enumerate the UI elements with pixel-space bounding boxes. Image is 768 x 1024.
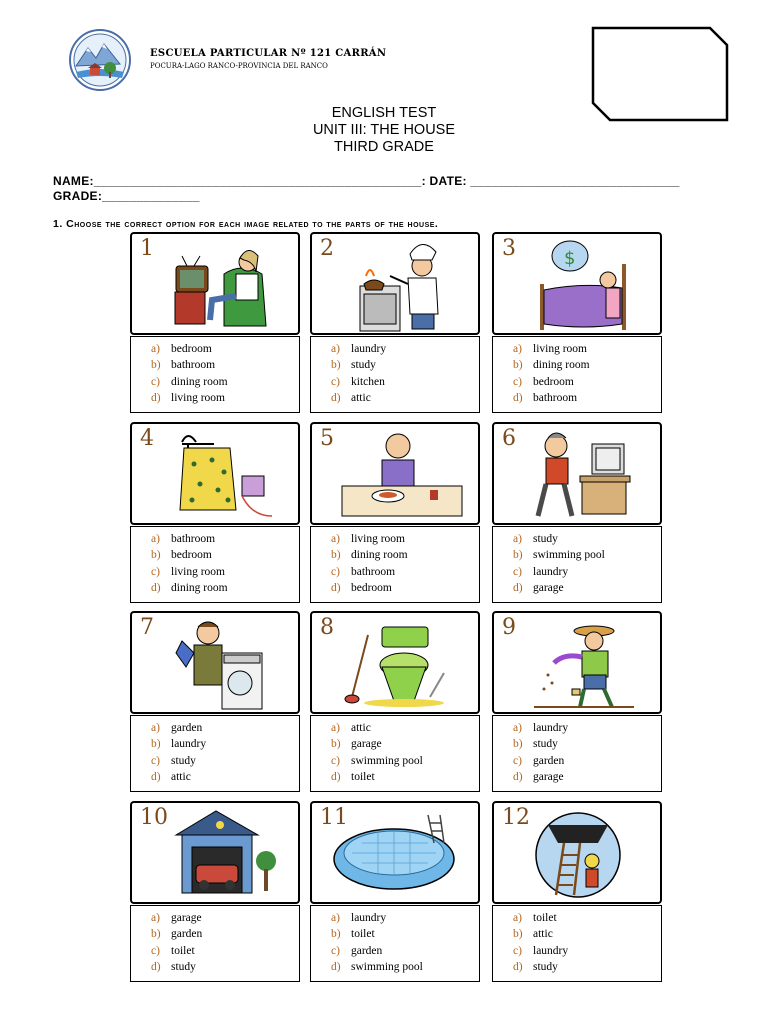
option-letter: a) [151, 722, 160, 734]
option-letter: d) [151, 581, 161, 594]
option-text: attic [351, 722, 371, 734]
options-list-4 [130, 526, 300, 603]
option-letter: a) [331, 722, 340, 734]
option-text: bedroom [171, 549, 212, 562]
option-letter: c) [331, 754, 340, 767]
option-text: study [171, 960, 196, 973]
option-choice[interactable] [513, 390, 661, 406]
option-text: garden [533, 754, 565, 767]
option-letter: c) [151, 565, 160, 578]
option-choice[interactable] [331, 564, 479, 580]
option-text: garden [351, 944, 383, 957]
toilet-icon [312, 613, 482, 716]
option-letter: a) [151, 533, 160, 545]
option-letter: c) [331, 944, 340, 957]
options-list-10 [130, 905, 300, 982]
option-choice[interactable] [513, 341, 661, 357]
question-number: 9 [502, 615, 516, 640]
option-text: living room [533, 343, 587, 355]
option-choice[interactable] [151, 910, 299, 926]
option-letter: a) [513, 343, 522, 355]
title-line-3: THIRD GRADE [334, 139, 434, 155]
option-letter: a) [513, 912, 522, 924]
question-image-1 [130, 232, 300, 335]
option-choice[interactable] [513, 357, 661, 373]
man-eating-icon [312, 424, 482, 527]
options-list-3 [492, 336, 662, 413]
option-text: living room [171, 391, 225, 404]
option-letter: b) [151, 928, 161, 941]
option-choice[interactable] [151, 341, 299, 357]
option-letter: c) [513, 375, 522, 388]
options-list-5 [310, 526, 480, 603]
option-text: laundry [351, 343, 387, 355]
option-text: laundry [171, 738, 207, 751]
options-list-2 [310, 336, 480, 413]
tv-watching-icon [132, 234, 302, 337]
grade-field[interactable]: GRADE:______________ [53, 189, 200, 203]
washing-machine-icon [132, 613, 302, 716]
option-choice[interactable] [331, 926, 479, 942]
option-letter: b) [513, 359, 523, 372]
option-text: swimming pool [533, 549, 605, 562]
option-choice[interactable] [151, 926, 299, 942]
option-letter: c) [513, 565, 522, 578]
svg-text:$: $ [564, 248, 576, 269]
option-text: garage [533, 581, 564, 594]
options-list-6 [492, 526, 662, 603]
option-letter: d) [331, 960, 341, 973]
option-choice[interactable] [151, 720, 299, 736]
option-letter: a) [331, 533, 340, 545]
option-choice[interactable] [331, 531, 479, 547]
option-choice[interactable] [331, 357, 479, 373]
option-choice[interactable] [331, 580, 479, 596]
test-title [0, 105, 768, 156]
question-number: 8 [320, 615, 334, 640]
option-text: garage [533, 770, 564, 783]
option-letter: c) [513, 754, 522, 767]
option-text: living room [351, 533, 405, 545]
option-text: study [171, 754, 196, 767]
option-choice[interactable] [331, 341, 479, 357]
option-text: study [351, 359, 376, 372]
option-letter: d) [331, 391, 341, 404]
option-text: bedroom [171, 343, 212, 355]
option-letter: b) [513, 549, 523, 562]
option-choice[interactable] [513, 564, 661, 580]
gardener-icon [494, 613, 664, 716]
option-letter: d) [151, 960, 161, 973]
question-number: 1 [140, 236, 154, 261]
option-choice[interactable] [331, 769, 479, 785]
option-choice[interactable] [513, 374, 661, 390]
shower-icon [132, 424, 302, 527]
option-letter: a) [151, 912, 160, 924]
option-text: toilet [351, 770, 375, 783]
computer-desk-icon [494, 424, 664, 527]
options-list-9 [492, 715, 662, 792]
option-choice[interactable] [331, 959, 479, 975]
option-choice[interactable] [331, 720, 479, 736]
school-address: POCURA-LAGO RANCO-PROVINCIA DEL RANCO [150, 62, 328, 70]
title-line-1: ENGLISH TEST [331, 105, 437, 121]
option-letter: b) [331, 928, 341, 941]
option-letter: d) [331, 770, 341, 783]
option-text: study [533, 960, 558, 973]
option-text: bathroom [351, 565, 396, 578]
option-letter: a) [331, 912, 340, 924]
option-letter: b) [331, 738, 341, 751]
name-date-field[interactable]: NAME:_______________________________________________: DATE: ______________________________ [53, 174, 680, 188]
option-letter: d) [513, 581, 523, 594]
option-text: bedroom [351, 581, 392, 594]
option-text: attic [533, 928, 553, 941]
option-choice[interactable] [513, 720, 661, 736]
option-text: attic [351, 391, 371, 404]
option-choice[interactable] [151, 580, 299, 596]
option-text: bathroom [171, 533, 216, 545]
option-choice[interactable] [151, 959, 299, 975]
option-text: swimming pool [351, 754, 423, 767]
option-choice[interactable] [331, 374, 479, 390]
option-choice[interactable] [151, 390, 299, 406]
option-letter: d) [331, 581, 341, 594]
option-choice[interactable] [151, 564, 299, 580]
sleeping-bed-icon [494, 234, 664, 337]
option-letter: a) [513, 533, 522, 545]
option-text: study [533, 533, 558, 545]
option-choice[interactable] [513, 753, 661, 769]
option-choice[interactable] [513, 547, 661, 563]
option-letter: c) [151, 754, 160, 767]
option-choice[interactable] [331, 753, 479, 769]
question-image-2 [310, 232, 480, 335]
options-list-1 [130, 336, 300, 413]
option-choice[interactable] [151, 753, 299, 769]
question-number: 2 [320, 236, 334, 261]
options-list-11 [310, 905, 480, 982]
option-text: swimming pool [351, 960, 423, 973]
option-letter: c) [331, 375, 340, 388]
option-letter: b) [151, 549, 161, 562]
option-letter: b) [151, 738, 161, 751]
question-image-6 [492, 422, 662, 525]
question-number: 12 [502, 805, 530, 830]
option-choice[interactable] [513, 736, 661, 752]
option-letter: a) [151, 343, 160, 355]
option-choice[interactable] [513, 926, 661, 942]
option-text: dining room [533, 359, 590, 372]
option-letter: d) [513, 391, 523, 404]
option-text: laundry [533, 565, 569, 578]
option-text: attic [171, 770, 191, 783]
option-choice[interactable] [331, 390, 479, 406]
question-image-11 [310, 801, 480, 904]
option-choice[interactable] [151, 547, 299, 563]
option-choice[interactable] [151, 357, 299, 373]
question-image-3 [492, 232, 662, 335]
options-list-8 [310, 715, 480, 792]
question-image-5 [310, 422, 480, 525]
option-letter: a) [513, 722, 522, 734]
school-name: ESCUELA PARTICULAR Nº 121 CARRÁN [150, 48, 387, 59]
question-image-7 [130, 611, 300, 714]
question-image-4 [130, 422, 300, 525]
option-letter: b) [151, 359, 161, 372]
option-letter: c) [513, 944, 522, 957]
option-letter: c) [151, 944, 160, 957]
option-choice[interactable] [331, 736, 479, 752]
options-list-12 [492, 905, 662, 982]
option-text: garden [171, 928, 203, 941]
option-choice[interactable] [331, 547, 479, 563]
option-choice[interactable] [513, 769, 661, 785]
question-image-9 [492, 611, 662, 714]
option-letter: d) [513, 960, 523, 973]
option-text: laundry [533, 944, 569, 957]
option-choice[interactable] [331, 943, 479, 959]
option-text: dining room [351, 549, 408, 562]
question-image-10 [130, 801, 300, 904]
option-choice[interactable] [513, 959, 661, 975]
option-letter: c) [331, 565, 340, 578]
option-text: study [533, 738, 558, 751]
option-choice[interactable] [151, 769, 299, 785]
option-letter: d) [151, 770, 161, 783]
option-choice[interactable] [513, 580, 661, 596]
question-number: 6 [502, 426, 516, 451]
option-text: garden [171, 722, 203, 734]
option-letter: a) [331, 343, 340, 355]
option-text: laundry [533, 722, 569, 734]
options-list-7 [130, 715, 300, 792]
question-number: 4 [140, 426, 154, 451]
question-number: 11 [320, 805, 348, 830]
option-choice[interactable] [151, 374, 299, 390]
option-text: toilet [351, 928, 375, 941]
option-choice[interactable] [151, 531, 299, 547]
option-text: laundry [351, 912, 387, 924]
option-text: garage [351, 738, 382, 751]
question-number: 7 [140, 615, 154, 640]
option-letter: b) [513, 738, 523, 751]
title-line-2: UNIT III: THE HOUSE [312, 122, 456, 138]
question-number: 10 [140, 805, 168, 830]
option-text: dining room [171, 581, 228, 594]
option-choice[interactable] [151, 943, 299, 959]
option-text: bedroom [533, 375, 574, 388]
option-letter: c) [151, 375, 160, 388]
option-letter: b) [331, 549, 341, 562]
instruction: 1. Choose the correct option for each image related to the parts of the house. [53, 218, 439, 230]
option-text: kitchen [351, 375, 385, 388]
option-text: dining room [171, 375, 228, 388]
option-text: bathroom [533, 391, 578, 404]
chef-cooking-icon [312, 234, 482, 337]
question-image-12 [492, 801, 662, 904]
option-text: living room [171, 565, 225, 578]
option-letter: b) [513, 928, 523, 941]
option-text: toilet [533, 912, 557, 924]
question-number: 5 [320, 426, 334, 451]
option-text: toilet [171, 944, 195, 957]
question-number: 3 [502, 236, 516, 261]
option-letter: d) [151, 391, 161, 404]
option-choice[interactable] [513, 943, 661, 959]
option-choice[interactable] [331, 910, 479, 926]
option-text: garage [171, 912, 202, 924]
option-choice[interactable] [513, 910, 661, 926]
option-letter: b) [331, 359, 341, 372]
option-text: bathroom [171, 359, 216, 372]
question-image-8 [310, 611, 480, 714]
school-logo [68, 28, 132, 92]
option-choice[interactable] [513, 531, 661, 547]
option-choice[interactable] [151, 736, 299, 752]
option-letter: d) [513, 770, 523, 783]
